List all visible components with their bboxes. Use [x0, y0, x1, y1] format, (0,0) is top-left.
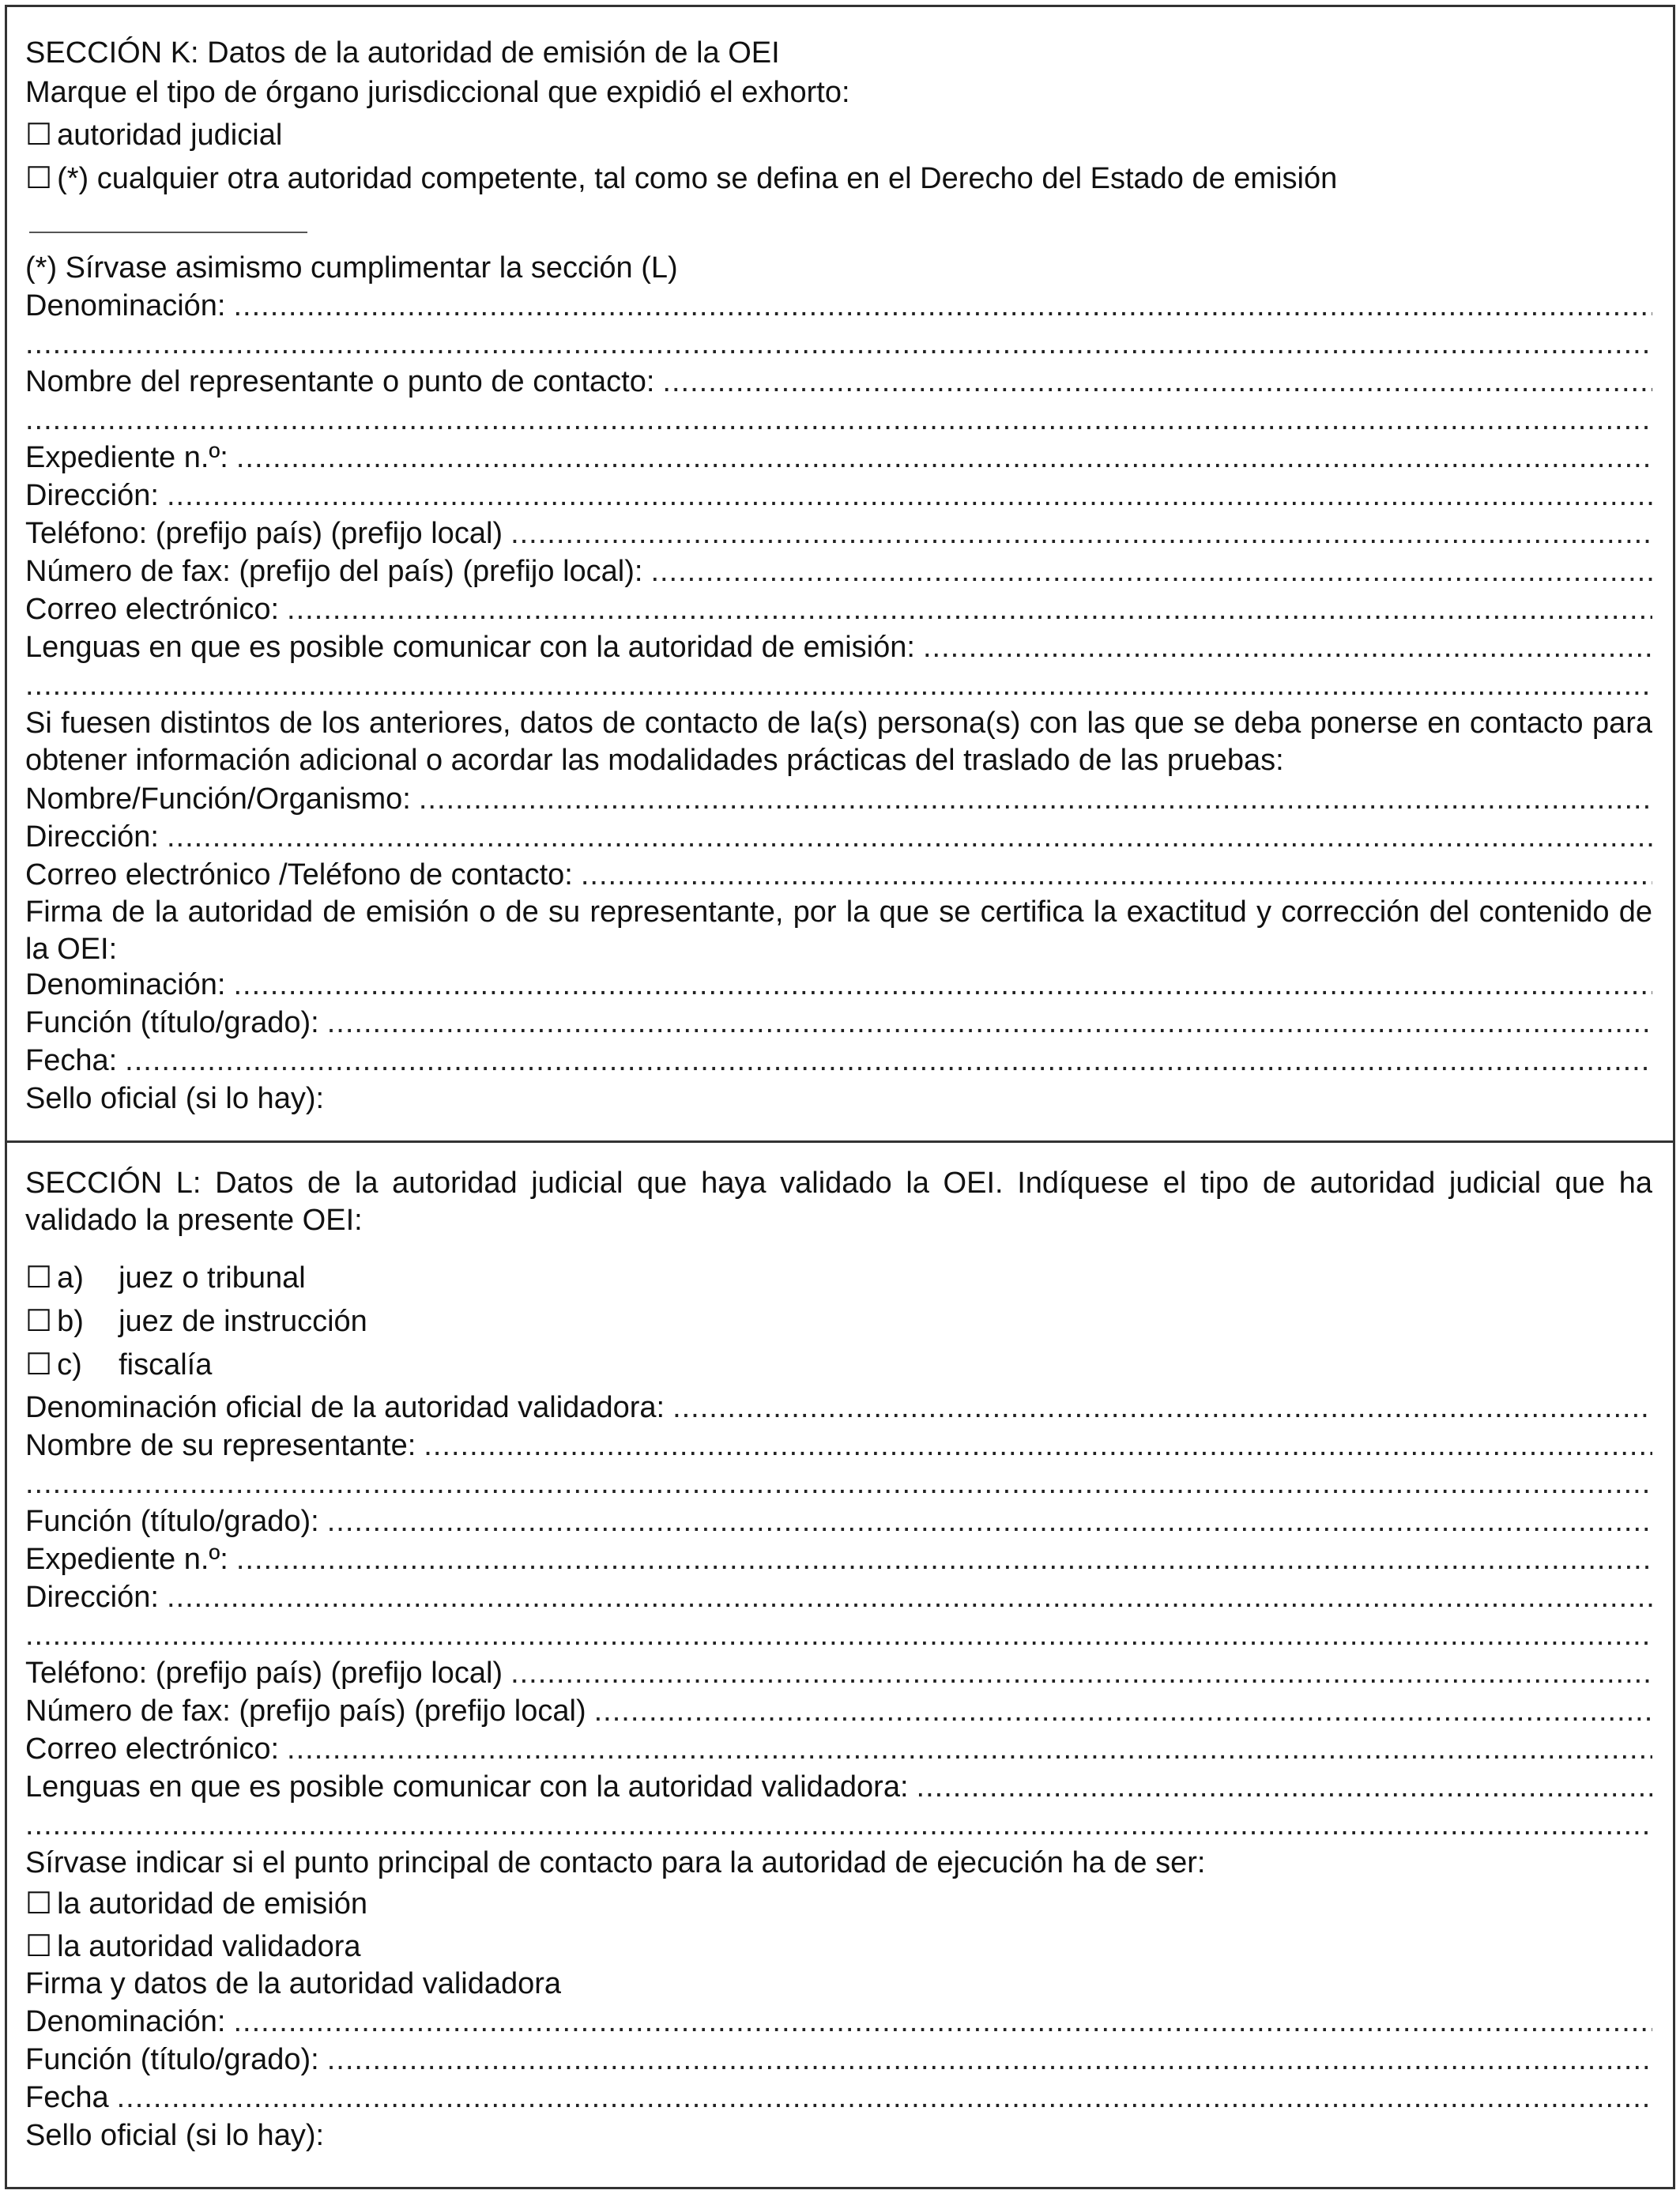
checkbox-icon[interactable]: ☐ [25, 1348, 53, 1382]
fill-line[interactable] [672, 1389, 1652, 1426]
fill-line[interactable] [287, 591, 1652, 628]
field-fax[interactable]: Número de fax: (prefijo país) (prefijo local) ..... [25, 1693, 1652, 1729]
fill-line[interactable] [167, 819, 1652, 855]
field-correo[interactable]: Correo electrónico: ..... [25, 1731, 1652, 1767]
field-firma-denominacion[interactable]: Denominación: ..... [25, 967, 1652, 1003]
fill-line[interactable] [25, 1807, 1652, 1843]
fill-line[interactable] [167, 477, 1652, 514]
field-representante-cont[interactable] [25, 401, 1652, 438]
field-representante[interactable]: Nombre del representante o punto de contacto: ..... [25, 364, 1652, 400]
option-juez-instruccion[interactable]: ☐ b) juez de instrucción [25, 1305, 367, 1338]
field-contact-correo[interactable]: Correo electrónico /Teléfono de contacto: ..... [25, 857, 1652, 893]
field-lenguas[interactable]: Lenguas en que es posible comunicar con la autoridad de emisión: ..... [25, 629, 1652, 665]
checkbox-icon[interactable]: ☐ [25, 1261, 53, 1295]
contact-prompt: Sírvase indicar si el punto principal de contacto para la autoridad de ejecución ha de ser: [25, 1846, 1206, 1879]
field-direccion[interactable]: Dirección: ..... [25, 1579, 1652, 1615]
fill-line[interactable] [662, 364, 1652, 400]
section-l [7, 1143, 1673, 2187]
checkbox-icon[interactable]: ☐ [25, 1887, 53, 1921]
fill-line[interactable] [510, 1655, 1652, 1691]
fill-line[interactable] [236, 439, 1652, 476]
fill-line[interactable] [327, 1005, 1652, 1041]
checkbox-icon[interactable]: ☐ [25, 119, 53, 152]
field-direccion[interactable]: Dirección: ..... [25, 477, 1652, 514]
fill-line[interactable] [233, 967, 1652, 1003]
checkbox-icon[interactable]: ☐ [25, 162, 53, 195]
option-autoridad-judicial[interactable]: ☐ autoridad judicial [25, 119, 283, 152]
fill-line[interactable] [327, 1503, 1652, 1540]
fill-line[interactable] [233, 2004, 1652, 2040]
form-page [5, 5, 1675, 2189]
fill-line[interactable] [125, 1042, 1652, 1079]
field-firma-sello[interactable]: Sello oficial (si lo hay): [25, 2119, 325, 2152]
fill-line[interactable] [287, 1731, 1652, 1767]
field-direccion-cont[interactable] [25, 1617, 1652, 1653]
fill-line[interactable] [167, 1579, 1652, 1615]
field-denominacion-oficial[interactable]: Denominación oficial de la autoridad validadora: ..... [25, 1389, 1652, 1426]
checkbox-icon[interactable]: ☐ [25, 1305, 53, 1338]
field-contact-nombre[interactable]: Nombre/Función/Organismo: ..... [25, 781, 1652, 817]
field-telefono[interactable]: Teléfono: (prefijo país) (prefijo local) ..... [25, 1655, 1652, 1691]
field-firma-sello[interactable]: Sello oficial (si lo hay): [25, 1082, 325, 1115]
field-representante-cont[interactable] [25, 1465, 1652, 1502]
fill-line[interactable] [650, 553, 1652, 590]
field-lenguas-cont[interactable] [25, 1807, 1652, 1843]
field-firma-funcion[interactable]: Función (título/grado): ..... [25, 2041, 1652, 2078]
field-firma-funcion[interactable]: Función (título/grado): ..... [25, 1005, 1652, 1041]
fill-line[interactable] [923, 629, 1652, 665]
fill-line[interactable] [25, 326, 1652, 362]
option-fiscalia[interactable]: ☐ c) fiscalía [25, 1348, 213, 1382]
fill-line[interactable] [233, 288, 1652, 324]
fill-line[interactable] [25, 1617, 1652, 1653]
field-expediente[interactable]: Expediente n.º: ..... [25, 1541, 1652, 1578]
fill-line[interactable] [424, 1427, 1652, 1464]
checkbox-icon[interactable]: ☐ [25, 1930, 53, 1963]
field-contact-direccion[interactable]: Dirección: ..... [25, 819, 1652, 855]
signature-paragraph: Firma de la autoridad de emisión o de su representante, por la que se certifica la exactitud y corrección del contenido de la OEI: [25, 895, 1652, 966]
contact-paragraph: Si fuesen distintos de los anteriores, datos de contacto de la(s) persona(s) con las que se deba ponerse en contacto para obtener información adicional o acordar las modalidades prácticas del traslado de las pruebas: [25, 707, 1652, 777]
field-firma-denominacion[interactable]: Denominación: ..... [25, 2004, 1652, 2040]
fill-line[interactable] [917, 1769, 1652, 1805]
section-k-prompt: Marque el tipo de órgano jurisdiccional que expidió el exhorto: [25, 76, 850, 109]
field-representante[interactable]: Nombre de su representante: ..... [25, 1427, 1652, 1464]
fill-line[interactable] [594, 1693, 1652, 1729]
field-telefono[interactable]: Teléfono: (prefijo país) (prefijo local) ..... [25, 515, 1652, 552]
section-l-intro: SECCIÓN L: Datos de la autoridad judicial que haya validado la OEI. Indíquese el tipo de autoridad judicial que ha validado la presente OEI: [25, 1167, 1652, 1237]
option-juez-tribunal[interactable]: ☐ a) juez o tribunal [25, 1261, 306, 1295]
field-denominacion[interactable]: Denominación: ..... [25, 288, 1652, 324]
field-denominacion-cont[interactable] [25, 326, 1652, 362]
fill-line[interactable] [25, 401, 1652, 438]
fill-line[interactable] [236, 1541, 1652, 1578]
signature-heading: Firma y datos de la autoridad validadora [25, 1967, 562, 2000]
option-autoridad-emision[interactable]: ☐ la autoridad de emisión [25, 1887, 367, 1921]
field-funcion[interactable]: Función (título/grado): ..... [25, 1503, 1652, 1540]
fill-line[interactable] [419, 781, 1652, 817]
option-autoridad-validadora[interactable]: ☐ la autoridad validadora [25, 1930, 361, 1963]
field-lenguas[interactable]: Lenguas en que es posible comunicar con la autoridad validadora: ..... [25, 1769, 1652, 1805]
field-fax[interactable]: Número de fax: (prefijo del país) (prefijo local): ..... [25, 553, 1652, 590]
field-expediente[interactable]: Expediente n.º: ..... [25, 439, 1652, 476]
option-otra-autoridad[interactable]: ☐ (*) cualquier otra autoridad competente, tal como se defina en el Derecho del Estado de emisión [25, 162, 1338, 195]
field-firma-fecha[interactable]: Fecha: ..... [25, 1042, 1652, 1079]
section-k-title: SECCIÓN K: Datos de la autoridad de emisión de la OEI [25, 36, 780, 70]
section-k [7, 7, 1673, 1143]
fill-line[interactable] [25, 1465, 1652, 1502]
field-correo[interactable]: Correo electrónico: ..... [25, 591, 1652, 628]
fill-line[interactable] [327, 2041, 1652, 2078]
footnote: (*) Sírvase asimismo cumplimentar la sección (L) [25, 251, 678, 285]
fill-line[interactable] [510, 515, 1652, 552]
fill-line[interactable] [25, 667, 1652, 703]
fill-line[interactable] [581, 857, 1652, 893]
footnote-separator [29, 232, 307, 233]
fill-line[interactable] [117, 2079, 1652, 2116]
field-lenguas-cont[interactable] [25, 667, 1652, 703]
field-firma-fecha[interactable]: Fecha ..... [25, 2079, 1652, 2116]
